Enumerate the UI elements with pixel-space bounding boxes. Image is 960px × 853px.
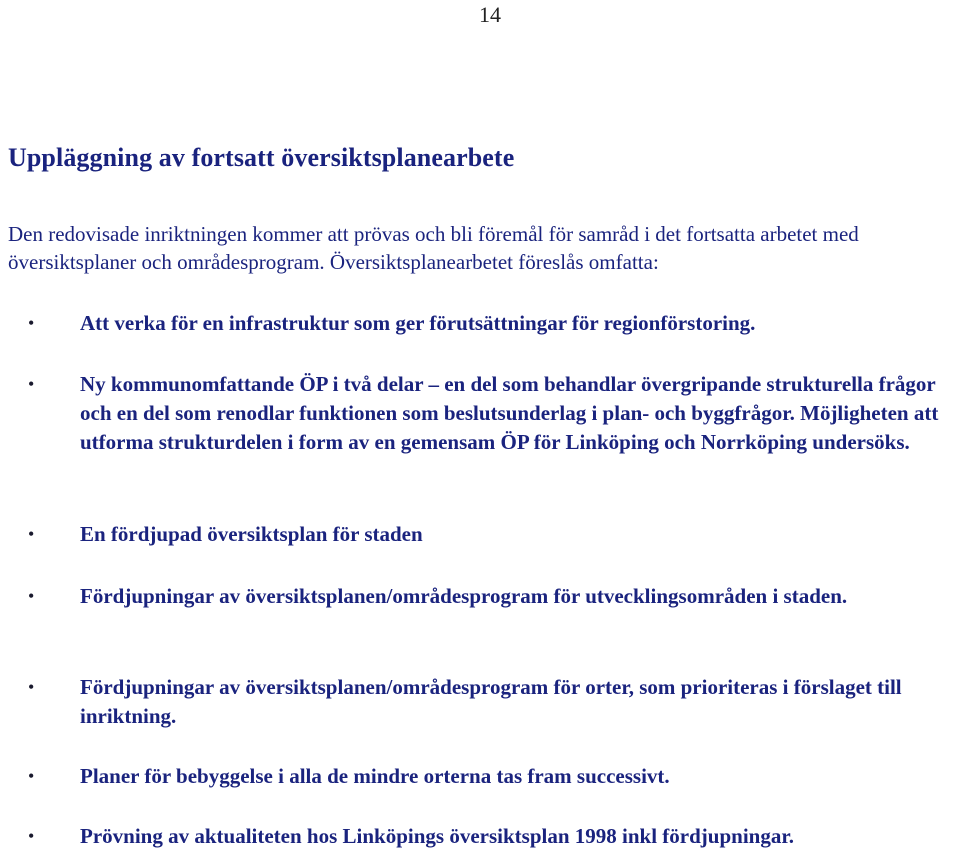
bullet-icon: •: [28, 677, 35, 697]
list-item: [28, 582, 960, 611]
section-heading: Uppläggning av fortsatt översiktsplanearbete: [8, 143, 515, 172]
bullet-icon: •: [28, 374, 35, 394]
list-item-text: Att verka för en infrastruktur som ger förutsättningar för regionförstoring.: [80, 311, 756, 335]
list-item: [28, 309, 960, 338]
list-item: [28, 673, 960, 731]
list-item: [28, 822, 960, 851]
bullet-icon: •: [28, 524, 35, 544]
page-number: 14: [479, 2, 501, 27]
list-item-text: Ny kommunomfattande ÖP i två delar – en del som behandlar övergripande strukturella frågor och en del som renodlar funktionen som beslutsunderlag i plan- och byggfrågor. Möjligheten att utforma strukturdelen i form av en gemensam ÖP för Linköping och Norrköping undersöks.: [80, 372, 939, 454]
list-item-text: Fördjupningar av översiktsplanen/områdesprogram för utvecklingsområden i staden.: [80, 584, 848, 608]
list-item-text: Prövning av aktualiteten hos Linköpings översiktsplan 1998 inkl fördjupningar.: [80, 824, 794, 848]
list-item-text: Fördjupningar av översiktsplanen/områdesprogram för orter, som prioriteras i förslaget till inriktning.: [80, 675, 902, 728]
bullet-icon: •: [28, 826, 35, 846]
bullet-icon: •: [28, 766, 35, 786]
list-item: [28, 762, 960, 791]
list-item: [28, 370, 960, 457]
list-item-text: En fördjupad översiktsplan för staden: [80, 522, 423, 546]
list-item: [28, 520, 960, 549]
bullet-icon: •: [28, 313, 35, 333]
bullet-icon: •: [28, 586, 35, 606]
intro-paragraph: Den redovisade inriktningen kommer att prövas och bli föremål för samråd i det fortsatta arbetet med översiktsplaner och områdesprogram. Översiktsplanearbetet föreslås omfatta:: [8, 222, 859, 274]
list-item-text: Planer för bebyggelse i alla de mindre orterna tas fram successivt.: [80, 764, 670, 788]
